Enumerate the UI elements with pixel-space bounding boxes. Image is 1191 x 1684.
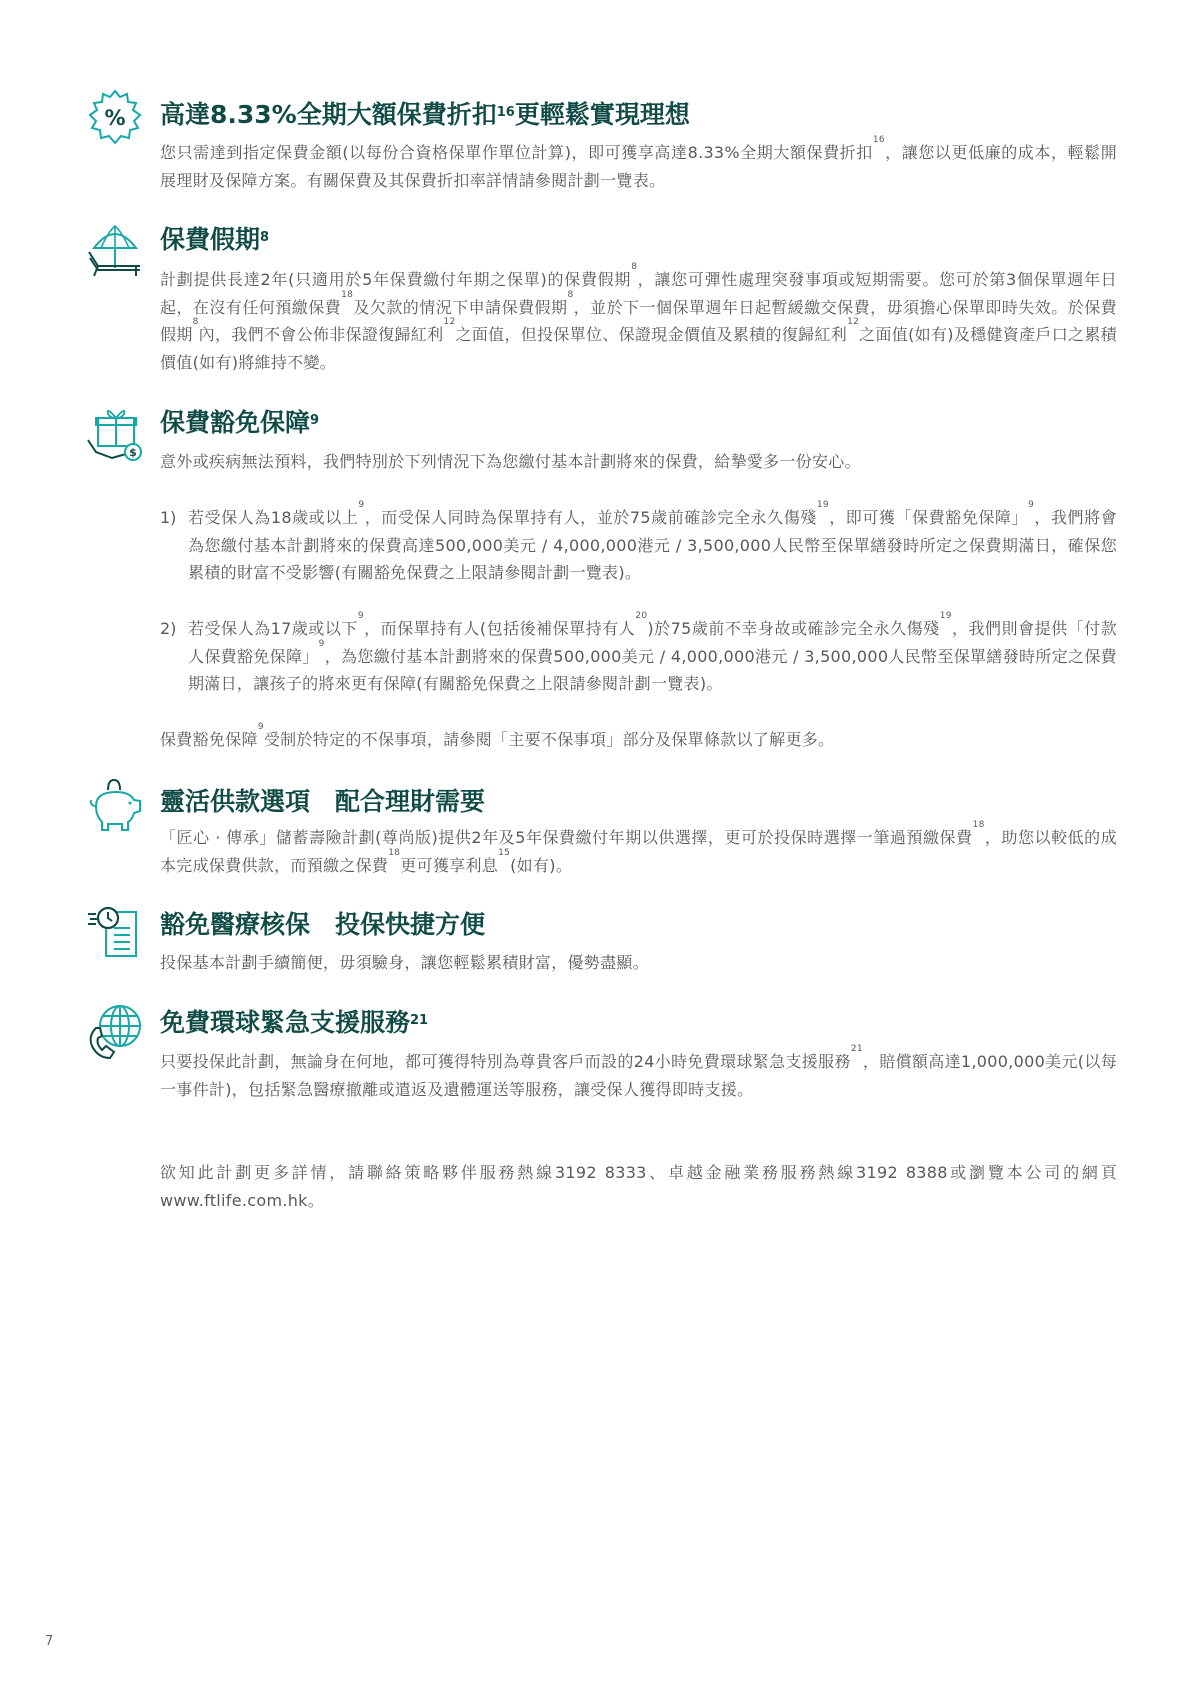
footnote-ref: 21 [410, 1013, 429, 1028]
footnote-ref: 18 [341, 289, 354, 300]
footnote-ref: 9 [358, 500, 365, 510]
section-body [160, 820, 1117, 879]
text-segment: 靈活供款選項 配合理財需要 [160, 787, 486, 816]
footnote-ref: 12 [847, 317, 860, 328]
text-segment: ，而保單持有人(包括後補保單持有人 [363, 619, 636, 638]
section-body [160, 135, 1117, 194]
fast-document-icon [86, 902, 144, 960]
gift-hand-dollar-icon [86, 404, 144, 462]
text-segment: (如有)。 [510, 855, 573, 875]
section-title [160, 407, 319, 439]
text-segment: 之面值，但投保單位、保證現金價值及累積的復歸紅利 [455, 325, 848, 345]
list-item [160, 611, 1117, 698]
section-intro [160, 448, 1117, 476]
section-body [160, 1044, 1117, 1103]
text-segment: 若受保人為17歲或以下 [188, 619, 358, 638]
text-segment: 保費豁免保障 [160, 408, 311, 437]
footnote-ref: 9 [318, 638, 325, 649]
text-segment: ，即可獲「保費豁免保障」 [828, 508, 1029, 527]
svg-text:%: % [104, 106, 126, 130]
section-body [160, 262, 1117, 377]
section-title [160, 224, 269, 256]
section-title [160, 1007, 428, 1039]
text-segment: 若受保人為18歲或以上 [188, 508, 359, 527]
list-item [160, 500, 1117, 587]
footnote-ref: 9 [1028, 500, 1035, 510]
contact-footer [160, 1159, 1117, 1214]
beach-umbrella-icon [86, 222, 144, 280]
text-segment: ，為您繳付基本計劃將來的保費500,000美元 / 4,000,000港元 / 3,500,000人民幣至保單繕發時所定之保費期滿日，讓孩子的將來更有保障(有關豁免保費之上限請參閱計劃一覽表)。 [188, 646, 1117, 694]
text-segment: ，助您以較低的成本完成保費供款，而預繳之保費 [160, 828, 1117, 875]
list-number: 2) [160, 619, 177, 638]
footnote-ref: 15 [498, 847, 511, 858]
list-number: 1) [160, 508, 177, 527]
text-segment: )於75歲前不幸身故或確診完全永久傷殘 [647, 619, 940, 638]
text-segment: 高達8.33%全期大額保費折扣 [160, 100, 497, 129]
text-segment: 投保基本計劃手續簡便，毋須驗身，讓您輕鬆累積財富，優勢盡顯。 [160, 953, 650, 972]
text-segment: ，並於下一個保單週年日起暫緩繳交保費，毋須擔心保單即時失效。於保費假期 [160, 297, 1117, 345]
text-segment: ，而受保人同時為保單持有人，並於75歲前確診完全永久傷殘 [364, 508, 817, 527]
footnote-ref: 9 [257, 722, 264, 732]
footnote-ref: 8 [192, 317, 199, 328]
text-segment: 及欠款的情況下申請保費假期 [353, 297, 568, 317]
footnote-ref: 9 [310, 413, 320, 428]
footnote-ref: 19 [939, 611, 952, 621]
footnote-ref: 18 [388, 847, 401, 858]
text-segment: 之面值(如有)及穩健資產戶口之累積價值(如有)將維持不變。 [160, 325, 1117, 373]
section-title [160, 99, 690, 131]
text-segment: 「匠心 · 傳承」儲蓄壽險計劃(尊尚版)提供2年及5年保費繳付年期以供選擇，更可於投保時選擇一筆過預繳保費 [160, 828, 973, 847]
text-segment: 您只需達到指定保費金額(以每份合資格保單作單位計算)，即可獲享高達8.33%全期大額保費折扣 [160, 143, 873, 162]
footnote-ref: 8 [260, 230, 270, 245]
section-title [160, 786, 485, 818]
percent-badge-icon [86, 88, 144, 146]
list-text [188, 500, 1117, 587]
footnote-ref: 9 [357, 611, 364, 621]
text-segment: 豁免醫療核保 投保快捷方便 [160, 910, 486, 939]
text-segment: 欲知此計劃更多詳情，請聯絡策略夥伴服務熱線3192 8333、卓越金融業務服務熱線3192 8388或瀏覽本公司的網頁www.ftlife.com.hk。 [160, 1163, 1117, 1210]
text-segment: 意外或疾病無法預料，我們特別於下列情況下為您繳付基本計劃將來的保費，給摯愛多一份安心。 [160, 452, 861, 471]
text-segment: ，我們則會提供「付款人保費豁免保障」 [188, 619, 1117, 666]
text-segment: 只要投保此計劃，無論身在何地，都可獲得特別為尊貴客戶而設的24小時免費環球緊急支援服務 [160, 1052, 851, 1071]
text-segment: 更可獲享利息 [400, 855, 499, 875]
text-segment: 免費環球緊急支援服務 [160, 1008, 411, 1037]
text-segment: ，賠償額高達1,000,000美元(以每一事件計)，包括緊急醫療撤離或遣返及遺體運送等服務，讓受保人獲得即時支援。 [160, 1052, 1117, 1099]
text-segment: 內，我們不會公佈非保證復歸紅利 [198, 325, 444, 345]
text-segment: ，我們將會為您繳付基本計劃將來的保費高達500,000美元 / 4,000,000港元 / 3,500,000人民幣至保單繕發時所定之保費期滿日，確保您累積的財富不受影響(有關豁免保費之上限請參閱計劃一覽表)。 [188, 508, 1117, 583]
text-segment: ，讓您可彈性處理突發事項或短期需要。您可於第3個保單週年日起，在沒有任何預繳保費 [160, 270, 1117, 317]
list-text [188, 611, 1117, 698]
footnote-ref: 20 [635, 611, 648, 621]
text-segment: 更輕鬆實現理想 [514, 100, 690, 129]
text-segment: 保費豁免保障 [160, 730, 258, 749]
footnote-ref: 18 [972, 820, 985, 830]
globe-phone-icon [86, 1002, 144, 1060]
section-body [160, 949, 1117, 977]
footnote-ref: 12 [443, 317, 456, 328]
footnote-ref: 21 [850, 1044, 863, 1054]
page-number: 7 [45, 1634, 54, 1649]
section-note [160, 722, 1117, 754]
svg-text:$: $ [129, 446, 137, 459]
footnote-ref: 8 [631, 262, 638, 272]
text-segment: ，讓您以更低廉的成本，輕鬆開展理財及保障方案。有關保費及其保費折扣率詳情請參閱計劃一覽表。 [160, 143, 1117, 190]
footnote-ref: 16 [496, 105, 515, 120]
piggy-bank-icon [86, 776, 144, 834]
footnote-ref: 19 [816, 500, 829, 510]
text-segment: 受制於特定的不保事項，請參閱「主要不保事項」部分及保單條款以了解更多。 [263, 730, 835, 749]
footnote-ref: 8 [567, 289, 574, 300]
text-segment: 計劃提供長達2年(只適用於5年保費繳付年期之保單)的保費假期 [160, 270, 632, 289]
text-segment: 保費假期 [160, 225, 261, 254]
footnote-ref: 16 [872, 135, 885, 145]
section-title [160, 909, 485, 941]
